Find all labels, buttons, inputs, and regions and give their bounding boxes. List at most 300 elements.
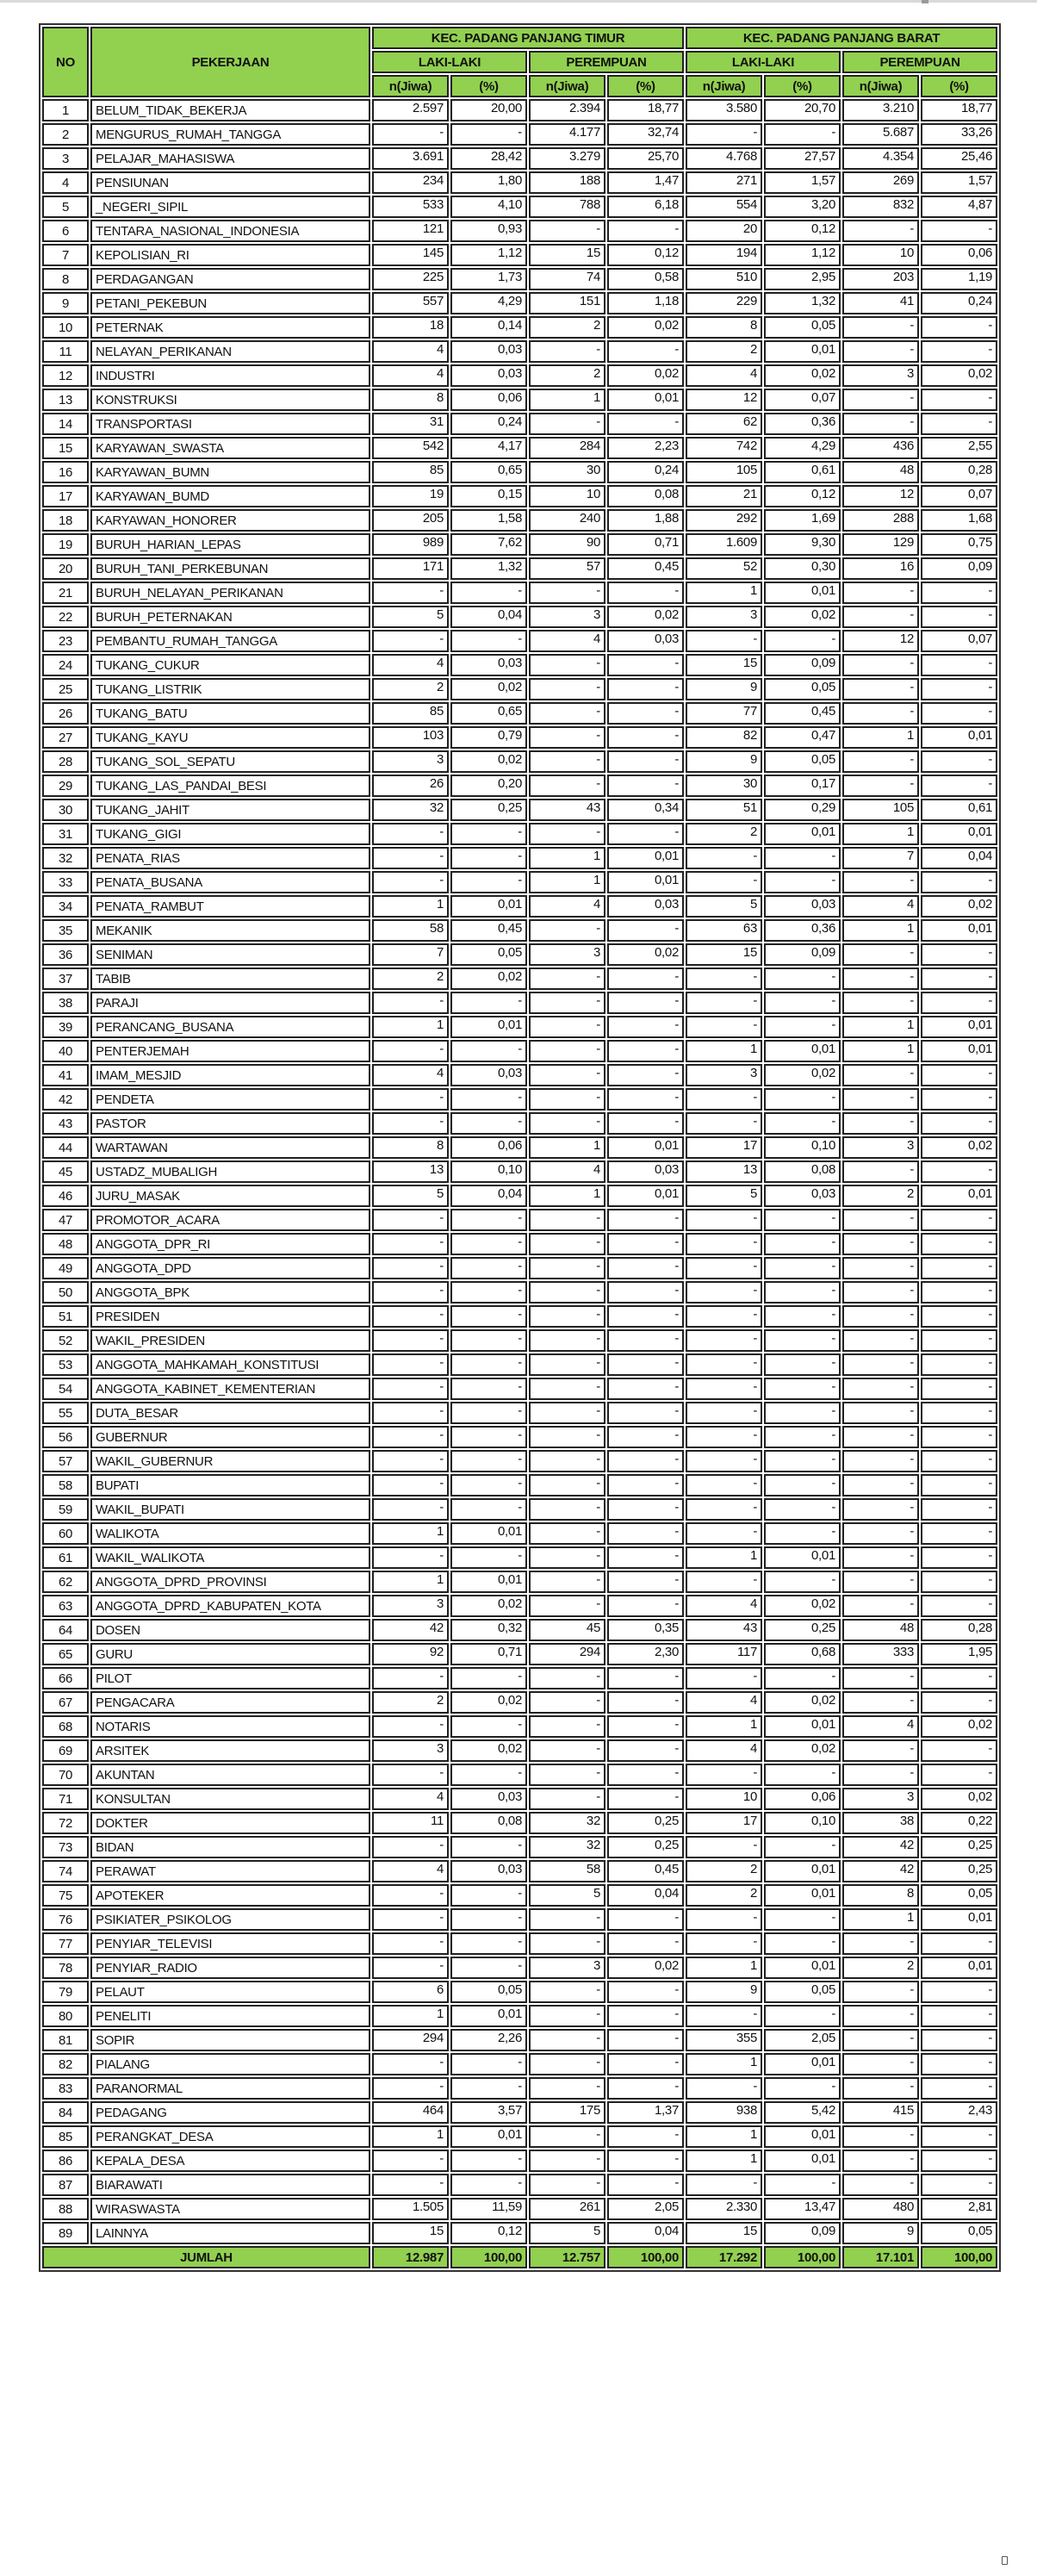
count-cell: 742 — [686, 437, 762, 459]
count-cell: 3 — [842, 364, 919, 387]
percent-cell: - — [607, 775, 684, 797]
percent-cell: - — [921, 606, 997, 628]
percent-cell: - — [921, 2125, 997, 2148]
table-row — [42, 340, 997, 363]
percent-cell: 0,01 — [764, 1546, 841, 1569]
table-row — [42, 582, 997, 604]
occupation-name: PETANI_PEKEBUN — [90, 292, 370, 314]
count-cell: - — [842, 1160, 919, 1183]
header-district-barat: KEC. PADANG PANJANG BARAT — [686, 27, 997, 49]
percent-cell: 7,62 — [450, 533, 527, 556]
percent-cell: 0,09 — [764, 2222, 841, 2244]
row-number: 62 — [42, 1571, 89, 1593]
row-number: 89 — [42, 2222, 89, 2244]
percent-cell: 33,26 — [921, 123, 997, 146]
count-cell: - — [372, 1305, 449, 1328]
percent-cell: - — [921, 750, 997, 773]
count-cell: 8 — [842, 1884, 919, 1907]
percent-cell: - — [921, 389, 997, 411]
row-number: 67 — [42, 1691, 89, 1714]
occupation-name: PERDAGANGAN — [90, 268, 370, 290]
table-row — [42, 992, 997, 1014]
occupation-name: ANGGOTA_BPK — [90, 1281, 370, 1304]
count-cell: 90 — [529, 533, 605, 556]
percent-cell: 1,58 — [450, 509, 527, 532]
percent-cell: - — [921, 992, 997, 1014]
percent-cell: - — [921, 1691, 997, 1714]
count-cell: - — [372, 2077, 449, 2100]
percent-cell: 2,05 — [764, 2029, 841, 2051]
percent-cell: - — [450, 2150, 527, 2172]
row-number: 14 — [42, 413, 89, 435]
table-row — [42, 292, 997, 314]
percent-cell: 0,05 — [450, 1981, 527, 2003]
table-row — [42, 1160, 997, 1183]
count-cell: - — [529, 220, 605, 242]
percent-cell: - — [450, 1474, 527, 1496]
count-cell: - — [842, 968, 919, 990]
row-number: 12 — [42, 364, 89, 387]
count-cell: 554 — [686, 196, 762, 218]
percent-cell: - — [764, 1281, 841, 1304]
count-cell: - — [842, 1305, 919, 1328]
occupation-name: PERAWAT — [90, 1860, 370, 1882]
table-row — [42, 147, 997, 170]
count-cell: 42 — [842, 1860, 919, 1882]
count-cell: - — [842, 1739, 919, 1762]
percent-cell: - — [450, 823, 527, 845]
count-cell: 2 — [686, 340, 762, 363]
count-cell: - — [529, 1788, 605, 1810]
occupation-name: WIRASWASTA — [90, 2198, 370, 2220]
percent-cell: 0,02 — [450, 968, 527, 990]
count-cell: - — [686, 1378, 762, 1400]
occupation-name: BIDAN — [90, 1836, 370, 1858]
percent-cell: - — [450, 1353, 527, 1376]
count-cell: 117 — [686, 1643, 762, 1665]
count-cell: - — [372, 1209, 449, 1231]
count-cell: - — [686, 871, 762, 893]
count-cell: 5 — [529, 1884, 605, 1907]
row-number: 22 — [42, 606, 89, 628]
occupation-name: PERANCANG_BUSANA — [90, 1016, 370, 1038]
row-number: 41 — [42, 1064, 89, 1086]
count-cell: 2 — [372, 968, 449, 990]
count-cell: 145 — [372, 244, 449, 266]
occupation-name: PILOT — [90, 1667, 370, 1689]
row-number: 47 — [42, 1209, 89, 1231]
percent-cell: - — [607, 1112, 684, 1135]
occupation-name: BURUH_HARIAN_LEPAS — [90, 533, 370, 556]
table-row — [42, 1667, 997, 1689]
count-cell: - — [686, 1088, 762, 1111]
table-row — [42, 1498, 997, 1521]
percent-cell: 0,02 — [921, 1788, 997, 1810]
percent-cell: - — [450, 1281, 527, 1304]
percent-cell: 0,01 — [764, 2150, 841, 2172]
count-cell: 48 — [842, 461, 919, 483]
count-cell: - — [842, 1571, 919, 1593]
percent-cell: - — [450, 1088, 527, 1111]
percent-cell: 0,05 — [921, 2222, 997, 2244]
occupation-name: PROMOTOR_ACARA — [90, 1209, 370, 1231]
count-cell: - — [372, 2150, 449, 2172]
count-cell: 43 — [686, 1619, 762, 1641]
count-cell: - — [529, 1595, 605, 1617]
occupation-name: PETERNAK — [90, 316, 370, 339]
row-number: 85 — [42, 2125, 89, 2148]
table-row — [42, 2053, 997, 2075]
count-cell: 3.580 — [686, 99, 762, 121]
occupation-name: ANGGOTA_DPR_RI — [90, 1233, 370, 1255]
header-metric: n(Jiwa) — [372, 75, 449, 97]
count-cell: - — [842, 413, 919, 435]
count-cell: 3 — [686, 606, 762, 628]
row-number: 31 — [42, 823, 89, 845]
count-cell: - — [372, 1353, 449, 1376]
table-row — [42, 847, 997, 869]
count-cell: - — [529, 1450, 605, 1472]
percent-cell: - — [607, 919, 684, 942]
percent-cell: 0,65 — [450, 461, 527, 483]
count-cell: 11 — [372, 1812, 449, 1834]
row-number: 59 — [42, 1498, 89, 1521]
row-number: 42 — [42, 1088, 89, 1111]
header-gender: LAKI-LAKI — [372, 51, 527, 73]
count-cell: - — [842, 1450, 919, 1472]
table-row — [42, 606, 997, 628]
percent-cell: 0,03 — [607, 1160, 684, 1183]
table-row — [42, 1643, 997, 1665]
count-cell: 1 — [372, 2005, 449, 2027]
table-row — [42, 2174, 997, 2196]
count-cell: - — [842, 1329, 919, 1352]
window-top-edge — [0, 0, 1037, 3]
percent-cell: 0,01 — [764, 2053, 841, 2075]
count-cell: 8 — [372, 389, 449, 411]
resize-handle-icon[interactable] — [1002, 2556, 1008, 2565]
percent-cell: 0,02 — [921, 895, 997, 918]
percent-cell: - — [450, 847, 527, 869]
row-number: 76 — [42, 1908, 89, 1931]
occupation-name: PENYIAR_TELEVISI — [90, 1932, 370, 1955]
percent-cell: - — [921, 1595, 997, 1617]
table-row — [42, 364, 997, 387]
percent-cell: 0,25 — [607, 1812, 684, 1834]
table-row — [42, 1233, 997, 1255]
occupation-name: PSIKIATER_PSIKOLOG — [90, 1908, 370, 1931]
count-cell: 1 — [686, 2053, 762, 2075]
percent-cell: - — [764, 871, 841, 893]
percent-cell: - — [921, 2005, 997, 2027]
percent-cell: - — [450, 2053, 527, 2075]
occupation-name: KARYAWAN_BUMN — [90, 461, 370, 483]
percent-cell: - — [450, 1498, 527, 1521]
table-row — [42, 1788, 997, 1810]
percent-cell: 0,12 — [450, 2222, 527, 2244]
count-cell: 271 — [686, 171, 762, 194]
count-cell: 9 — [686, 678, 762, 700]
count-cell: - — [842, 316, 919, 339]
count-cell: 12 — [686, 389, 762, 411]
percent-cell: - — [607, 2005, 684, 2027]
percent-cell: - — [607, 702, 684, 725]
count-cell: 557 — [372, 292, 449, 314]
percent-cell: - — [607, 1691, 684, 1714]
count-cell: - — [686, 1112, 762, 1135]
percent-cell: - — [921, 316, 997, 339]
percent-cell: 0,02 — [607, 364, 684, 387]
percent-cell: 0,01 — [921, 1185, 997, 1207]
table-row — [42, 1860, 997, 1882]
percent-cell: 1,47 — [607, 171, 684, 194]
percent-cell: 0,05 — [764, 678, 841, 700]
count-cell: - — [842, 2053, 919, 2075]
percent-cell: - — [764, 1932, 841, 1955]
count-cell: - — [686, 1305, 762, 1328]
percent-cell: 0,25 — [921, 1836, 997, 1858]
row-number: 17 — [42, 485, 89, 507]
count-cell: - — [529, 582, 605, 604]
percent-cell: 0,01 — [450, 2125, 527, 2148]
count-cell: 8 — [686, 316, 762, 339]
percent-cell: - — [921, 340, 997, 363]
occupation-name: TUKANG_GIGI — [90, 823, 370, 845]
row-number: 40 — [42, 1040, 89, 1062]
table-row — [42, 823, 997, 845]
count-cell: 3 — [372, 1595, 449, 1617]
percent-cell: 0,28 — [921, 461, 997, 483]
count-cell: 4 — [686, 364, 762, 387]
count-cell: - — [529, 340, 605, 363]
percent-cell: - — [921, 2150, 997, 2172]
percent-cell: - — [607, 1281, 684, 1304]
row-number: 10 — [42, 316, 89, 339]
percent-cell: - — [921, 1739, 997, 1762]
table-row — [42, 1908, 997, 1931]
percent-cell: - — [607, 2077, 684, 2100]
percent-cell: - — [764, 1474, 841, 1496]
table-row — [42, 196, 997, 218]
count-cell: 1 — [686, 2125, 762, 2148]
count-cell: 5 — [686, 1185, 762, 1207]
count-cell: 4 — [529, 1160, 605, 1183]
occupation-name: APOTEKER — [90, 1884, 370, 1907]
count-cell: 16 — [842, 557, 919, 580]
table-row — [42, 799, 997, 821]
percent-cell: - — [450, 123, 527, 146]
percent-cell: - — [450, 1209, 527, 1231]
count-cell: - — [529, 1209, 605, 1231]
count-cell: 464 — [372, 2101, 449, 2124]
percent-cell: - — [450, 1667, 527, 1689]
percent-cell: 0,12 — [607, 244, 684, 266]
percent-cell: - — [450, 1112, 527, 1135]
percent-cell: 0,10 — [764, 1812, 841, 1834]
percent-cell: - — [450, 582, 527, 604]
row-number: 80 — [42, 2005, 89, 2027]
count-cell: 1 — [686, 1715, 762, 1738]
row-number: 60 — [42, 1522, 89, 1545]
percent-cell: 0,25 — [607, 1836, 684, 1858]
count-cell: - — [686, 1209, 762, 1231]
percent-cell: - — [607, 2029, 684, 2051]
count-cell: 188 — [529, 171, 605, 194]
percent-cell: - — [607, 678, 684, 700]
percent-cell: - — [921, 1981, 997, 2003]
occupation-name: USTADZ_MUBALIGH — [90, 1160, 370, 1183]
count-cell: 9 — [842, 2222, 919, 2244]
count-cell: - — [842, 1281, 919, 1304]
percent-cell: - — [450, 1546, 527, 1569]
count-cell: - — [686, 1474, 762, 1496]
row-number: 56 — [42, 1426, 89, 1448]
percent-cell: - — [450, 630, 527, 652]
percent-cell: 0,07 — [921, 485, 997, 507]
percent-cell: - — [450, 1040, 527, 1062]
row-number: 27 — [42, 726, 89, 749]
table-row — [42, 1715, 997, 1738]
occupation-name: TUKANG_CUKUR — [90, 654, 370, 676]
percent-cell: - — [607, 1233, 684, 1255]
count-cell: 2 — [372, 678, 449, 700]
row-number: 78 — [42, 1957, 89, 1979]
count-cell: 4 — [372, 364, 449, 387]
count-cell: - — [529, 1305, 605, 1328]
row-number: 20 — [42, 557, 89, 580]
count-cell: - — [372, 1257, 449, 1279]
count-cell: - — [842, 1426, 919, 1448]
count-cell: 4 — [372, 1064, 449, 1086]
percent-cell: - — [764, 1305, 841, 1328]
percent-cell: - — [921, 1088, 997, 1111]
percent-cell: 0,02 — [450, 1595, 527, 1617]
count-cell: - — [529, 1667, 605, 1689]
count-cell: - — [686, 1329, 762, 1352]
row-number: 35 — [42, 919, 89, 942]
count-cell: - — [529, 1281, 605, 1304]
percent-cell: 6,18 — [607, 196, 684, 218]
percent-cell: 0,75 — [921, 533, 997, 556]
percent-cell: 25,46 — [921, 147, 997, 170]
table-row — [42, 968, 997, 990]
percent-cell: - — [450, 1836, 527, 1858]
count-cell: - — [529, 1378, 605, 1400]
percent-cell: - — [607, 1450, 684, 1472]
count-cell: - — [372, 1667, 449, 1689]
percent-cell: - — [921, 1522, 997, 1545]
count-cell: 10 — [686, 1788, 762, 1810]
occupation-name: KONSULTAN — [90, 1788, 370, 1810]
percent-cell: - — [607, 1305, 684, 1328]
table-row — [42, 726, 997, 749]
row-number: 44 — [42, 1136, 89, 1159]
count-cell: - — [529, 1474, 605, 1496]
count-cell: 294 — [529, 1643, 605, 1665]
percent-cell: - — [921, 220, 997, 242]
count-cell: 7 — [842, 847, 919, 869]
occupation-name: WAKIL_PRESIDEN — [90, 1329, 370, 1352]
percent-cell: 0,01 — [764, 2125, 841, 2148]
percent-cell: 0,09 — [764, 654, 841, 676]
count-cell: - — [372, 2053, 449, 2075]
total-cell: 17.292 — [686, 2246, 762, 2268]
row-number: 33 — [42, 871, 89, 893]
table-row — [42, 1957, 997, 1979]
occupation-name: SOPIR — [90, 2029, 370, 2051]
count-cell: - — [372, 630, 449, 652]
count-cell: - — [372, 1281, 449, 1304]
table-row — [42, 1402, 997, 1424]
count-cell: - — [529, 1088, 605, 1111]
percent-cell: 0,03 — [764, 1185, 841, 1207]
row-number: 84 — [42, 2101, 89, 2124]
row-number: 52 — [42, 1329, 89, 1352]
count-cell: - — [686, 2077, 762, 2100]
count-cell: - — [372, 1329, 449, 1352]
percent-cell: - — [607, 1908, 684, 1931]
count-cell: - — [372, 1908, 449, 1931]
occupation-name: ARSITEK — [90, 1739, 370, 1762]
percent-cell: 0,01 — [764, 1884, 841, 1907]
percent-cell: 0,25 — [764, 1619, 841, 1641]
occupation-name: BELUM_TIDAK_BEKERJA — [90, 99, 370, 121]
percent-cell: - — [764, 1498, 841, 1521]
percent-cell: - — [764, 1257, 841, 1279]
row-number: 65 — [42, 1643, 89, 1665]
table-row — [42, 2198, 997, 2220]
count-cell: 2 — [686, 1860, 762, 1882]
occupation-name: AKUNTAN — [90, 1764, 370, 1786]
row-number: 26 — [42, 702, 89, 725]
count-cell: - — [842, 943, 919, 966]
occupation-name: DOKTER — [90, 1812, 370, 1834]
table-row — [42, 1305, 997, 1328]
percent-cell: 0,08 — [607, 485, 684, 507]
occupation-name: KARYAWAN_HONORER — [90, 509, 370, 532]
count-cell: 13 — [372, 1160, 449, 1183]
table-row — [42, 509, 997, 532]
percent-cell: - — [764, 2174, 841, 2196]
count-cell: - — [686, 1353, 762, 1376]
table-row — [42, 1378, 997, 1400]
count-cell: 121 — [372, 220, 449, 242]
count-cell: - — [842, 582, 919, 604]
percent-cell: 0,45 — [607, 557, 684, 580]
count-cell: - — [842, 750, 919, 773]
percent-cell: - — [607, 582, 684, 604]
percent-cell: 1,57 — [921, 171, 997, 194]
percent-cell: 0,01 — [764, 1715, 841, 1738]
row-number: 39 — [42, 1016, 89, 1038]
count-cell: - — [372, 1474, 449, 1496]
count-cell: 2 — [842, 1185, 919, 1207]
occupation-name: PENSIUNAN — [90, 171, 370, 194]
percent-cell: - — [607, 1329, 684, 1352]
count-cell: - — [842, 1088, 919, 1111]
count-cell: 3.279 — [529, 147, 605, 170]
percent-cell: 0,05 — [764, 750, 841, 773]
percent-cell: 0,01 — [607, 1185, 684, 1207]
percent-cell: - — [450, 1932, 527, 1955]
percent-cell: 0,03 — [764, 895, 841, 918]
percent-cell: 0,02 — [764, 1595, 841, 1617]
count-cell: 58 — [529, 1860, 605, 1882]
count-cell: 38 — [842, 1812, 919, 1834]
count-cell: - — [842, 1764, 919, 1786]
header-metric: (%) — [921, 75, 997, 97]
percent-cell: - — [450, 2077, 527, 2100]
